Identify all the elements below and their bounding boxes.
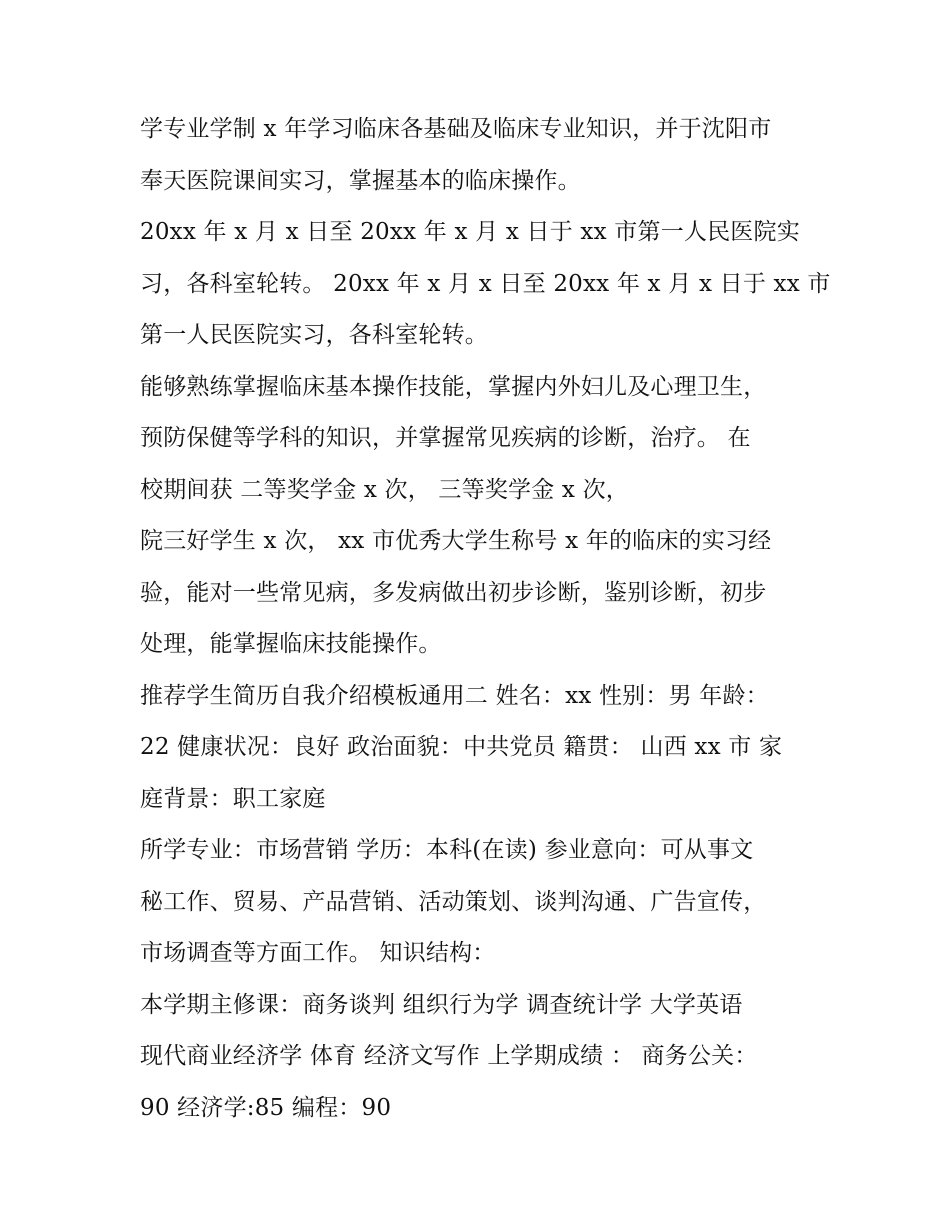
document-body: [140, 104, 831, 1134]
text-line: 推荐学生简历自我介绍模板通用二 姓名：xx 性别：男 年龄：: [140, 682, 769, 709]
text-line: 预防保健等学科的知识，并掌握常见疾病的诊断，治疗。 在: [140, 425, 751, 451]
text-line: 学专业学制 x 年学习临床各基础及临床专业知识，并于沈阳市: [140, 116, 772, 142]
text-line: 院三好学生 x 次， xx 市优秀大学生称号 x 年的临床的实习经: [140, 528, 772, 554]
text-line: 庭背景：职工家庭: [140, 785, 326, 812]
text-line: 秘工作、贸易、产品营销、活动策划、谈判沟通、广告宣传，: [140, 888, 767, 915]
text-line: 验，能对一些常见病，多发病做出初步诊断，鉴别诊断，初步: [140, 579, 767, 606]
text-line: 第一人民医院实习，各科室轮转。: [140, 322, 488, 348]
text-line: 现代商业经济学 体育 经济文写作 上学期成绩 ： 商务公关：: [140, 1043, 758, 1069]
text-line: 能够熟练掌握临床基本操作技能，掌握内外妇儿及心理卫生，: [140, 373, 767, 400]
text-line: 处理，能掌握临床技能操作。: [140, 631, 442, 657]
text-line: 20xx 年 x 月 x 日至 20xx 年 x 月 x 日于 xx 市第一人民医院实: [140, 219, 800, 245]
text-line: 奉天医院课间实习，掌握基本的临床操作。: [140, 167, 581, 194]
text-line: 所学专业：市场营销 学历：本科(在读) 参业意向：可从事文: [140, 837, 754, 863]
text-line: 校期间获 二等奖学金 x 次， 三等奖学金 x 次，: [140, 476, 630, 503]
text-line: 90 经济学:85 编程：90: [140, 1094, 392, 1121]
text-line: 本学期主修课：商务谈判 组织行为学 调查统计学 大学英语: [140, 991, 743, 1018]
text-line: 市场调查等方面工作。 知识结构：: [140, 940, 496, 966]
text-line: 习，各科室轮转。 20xx 年 x 月 x 日至 20xx 年 x 月 x 日于 xx 市: [140, 270, 831, 297]
text-line: 22 健康状况：良好 政治面貌：中共党员 籍贯： 山西 xx 市 家: [140, 734, 783, 760]
